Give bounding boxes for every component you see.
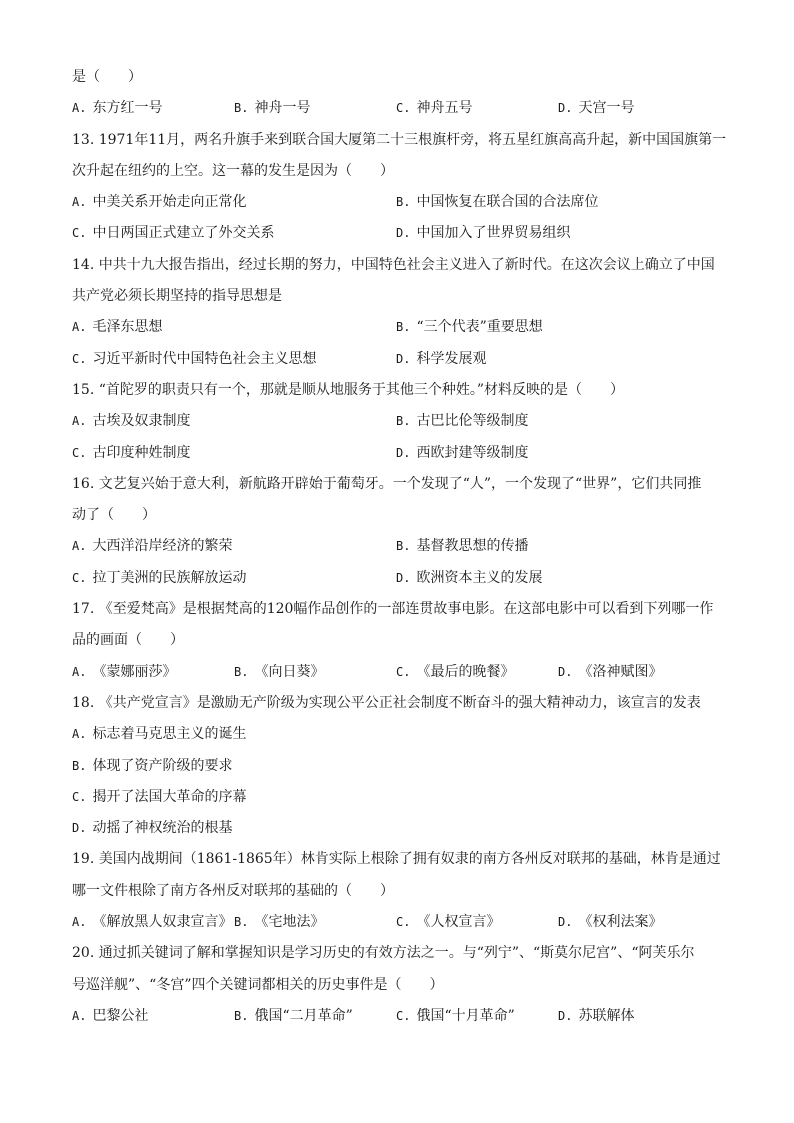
question-13-options-row2 xyxy=(72,218,734,249)
option-d: D. 科学发展观 xyxy=(396,350,487,367)
question-17-options xyxy=(72,657,734,688)
option-c: C. 神舟五号 xyxy=(396,100,473,117)
question-16-options-row2 xyxy=(72,563,734,594)
question-20-options xyxy=(72,1001,734,1032)
option-c: C. 俄国“十月革命” xyxy=(396,1007,515,1024)
option-a: A. 巴黎公社 xyxy=(72,1007,149,1024)
option-a: A. 东方红一号 xyxy=(72,100,163,117)
option-c: C. 《人权宣言》 xyxy=(396,914,501,931)
question-19-stem: 19. 美国内战期间（1861-1865年）林肯实际上根除了拥有奴隶的南方各州反对联邦的基础，林肯是通过 xyxy=(72,851,721,868)
question-13-stem-cont: 次升起在纽约的上空。这一幕的发生是因为（ ） xyxy=(72,162,394,179)
option-c: C. 中日两国正式建立了外交关系 xyxy=(72,225,275,242)
option-b: B. 中国恢复在联合国的合法席位 xyxy=(396,194,599,211)
option-b: B. 《宅地法》 xyxy=(234,914,325,931)
question-19-stem-cont: 哪一文件根除了南方各州反对联邦的基础的（ ） xyxy=(72,882,394,899)
option-c: C. 揭开了法国大革命的序幕 xyxy=(72,788,247,805)
option-b: B. 体现了资产阶级的要求 xyxy=(72,757,233,774)
option-b: B. 基督教思想的传播 xyxy=(396,538,529,555)
option-b: B. 神舟一号 xyxy=(234,100,311,117)
question-19-options xyxy=(72,907,734,938)
question-16-stem: 16. 文艺复兴始于意大利，新航路开辟始于葡萄牙。一个发现了“人”，一个发现了“世界”，它们共同推 xyxy=(72,475,702,492)
option-d: D. 西欧封建等级制度 xyxy=(396,444,529,461)
question-17-stem: 17. 《至爱梵高》是根据梵高的120幅作品创作的一部连贯故事电影。在这部电影中可以看到下列哪一作 xyxy=(72,601,714,618)
option-a: A. 《蒙娜丽莎》 xyxy=(72,663,177,680)
option-d: D. 欧洲资本主义的发展 xyxy=(396,569,543,586)
question-20-stem: 20. 通过抓关键词了解和掌握知识是学习历史的有效方法之一。与“列宁”、“斯莫尔尼宫”、“阿芙乐尔 xyxy=(72,945,695,962)
option-c: C. 《最后的晚餐》 xyxy=(396,663,515,680)
option-a: A. 大西洋沿岸经济的繁荣 xyxy=(72,538,233,555)
question-13-stem: 13. 1971年11月，两名升旗手来到联合国大厦第二十三根旗杆旁，将五星红旗高高升起，新中国国旗第一 xyxy=(72,131,727,148)
question-12-options xyxy=(72,93,734,124)
question-17-stem-cont: 品的画面（ ） xyxy=(72,632,184,649)
option-b: B. “三个代表”重要思想 xyxy=(396,319,543,336)
option-a: A. 《解放黑人奴隶宣言》 xyxy=(72,914,233,931)
option-b: B. 《向日葵》 xyxy=(234,663,325,680)
question-16-stem-cont: 动了（ ） xyxy=(72,507,156,524)
question-15-stem: 15. “首陀罗的职责只有一个，那就是顺从地服务于其他三个种姓。”材料反映的是（ ） xyxy=(72,381,625,398)
question-20-stem-cont: 号巡洋舰”、“冬宫”四个关键词都相关的历史事件是（ ） xyxy=(72,976,444,993)
option-c: C. 拉丁美洲的民族解放运动 xyxy=(72,569,247,586)
question-14-options-row2 xyxy=(72,344,734,375)
question-16-options-row1 xyxy=(72,531,734,562)
option-d: D. 《洛神赋图》 xyxy=(558,663,663,680)
option-a: A. 标志着马克思主义的诞生 xyxy=(72,726,247,743)
option-d: D. 《权利法案》 xyxy=(558,914,663,931)
option-b: B. 俄国“二月革命” xyxy=(234,1007,353,1024)
question-18-stem: 18. 《共产党宣言》是激励无产阶级为实现公平公正社会制度不断奋斗的强大精神动力，该宣言的发表 xyxy=(72,694,701,711)
option-c: C. 习近平新时代中国特色社会主义思想 xyxy=(72,350,317,367)
question-13-options-row1 xyxy=(72,187,734,218)
question-15-options-row1 xyxy=(72,406,734,437)
option-c: C. 古印度种姓制度 xyxy=(72,444,191,461)
option-a: A. 中美关系开始走向正常化 xyxy=(72,194,247,211)
question-14-stem: 14. 中共十九大报告指出，经过长期的努力，中国特色社会主义进入了新时代。在这次会议上确立了中国 xyxy=(72,256,715,273)
question-15-options-row2 xyxy=(72,438,734,469)
option-d: D. 中国加入了世界贸易组织 xyxy=(396,225,571,242)
option-d: D. 苏联解体 xyxy=(558,1007,635,1024)
option-b: B. 古巴比伦等级制度 xyxy=(396,413,529,430)
option-a: A. 古埃及奴隶制度 xyxy=(72,413,191,430)
question-14-options-row1 xyxy=(72,312,734,343)
question-14-stem-cont: 共产党必须长期坚持的指导思想是 xyxy=(72,288,282,305)
option-a: A. 毛泽东思想 xyxy=(72,319,163,336)
question-12-stem: 是（ ） xyxy=(72,69,142,85)
option-d: D. 动摇了神权统治的根基 xyxy=(72,820,233,837)
option-d: D. 天宫一号 xyxy=(558,100,635,117)
